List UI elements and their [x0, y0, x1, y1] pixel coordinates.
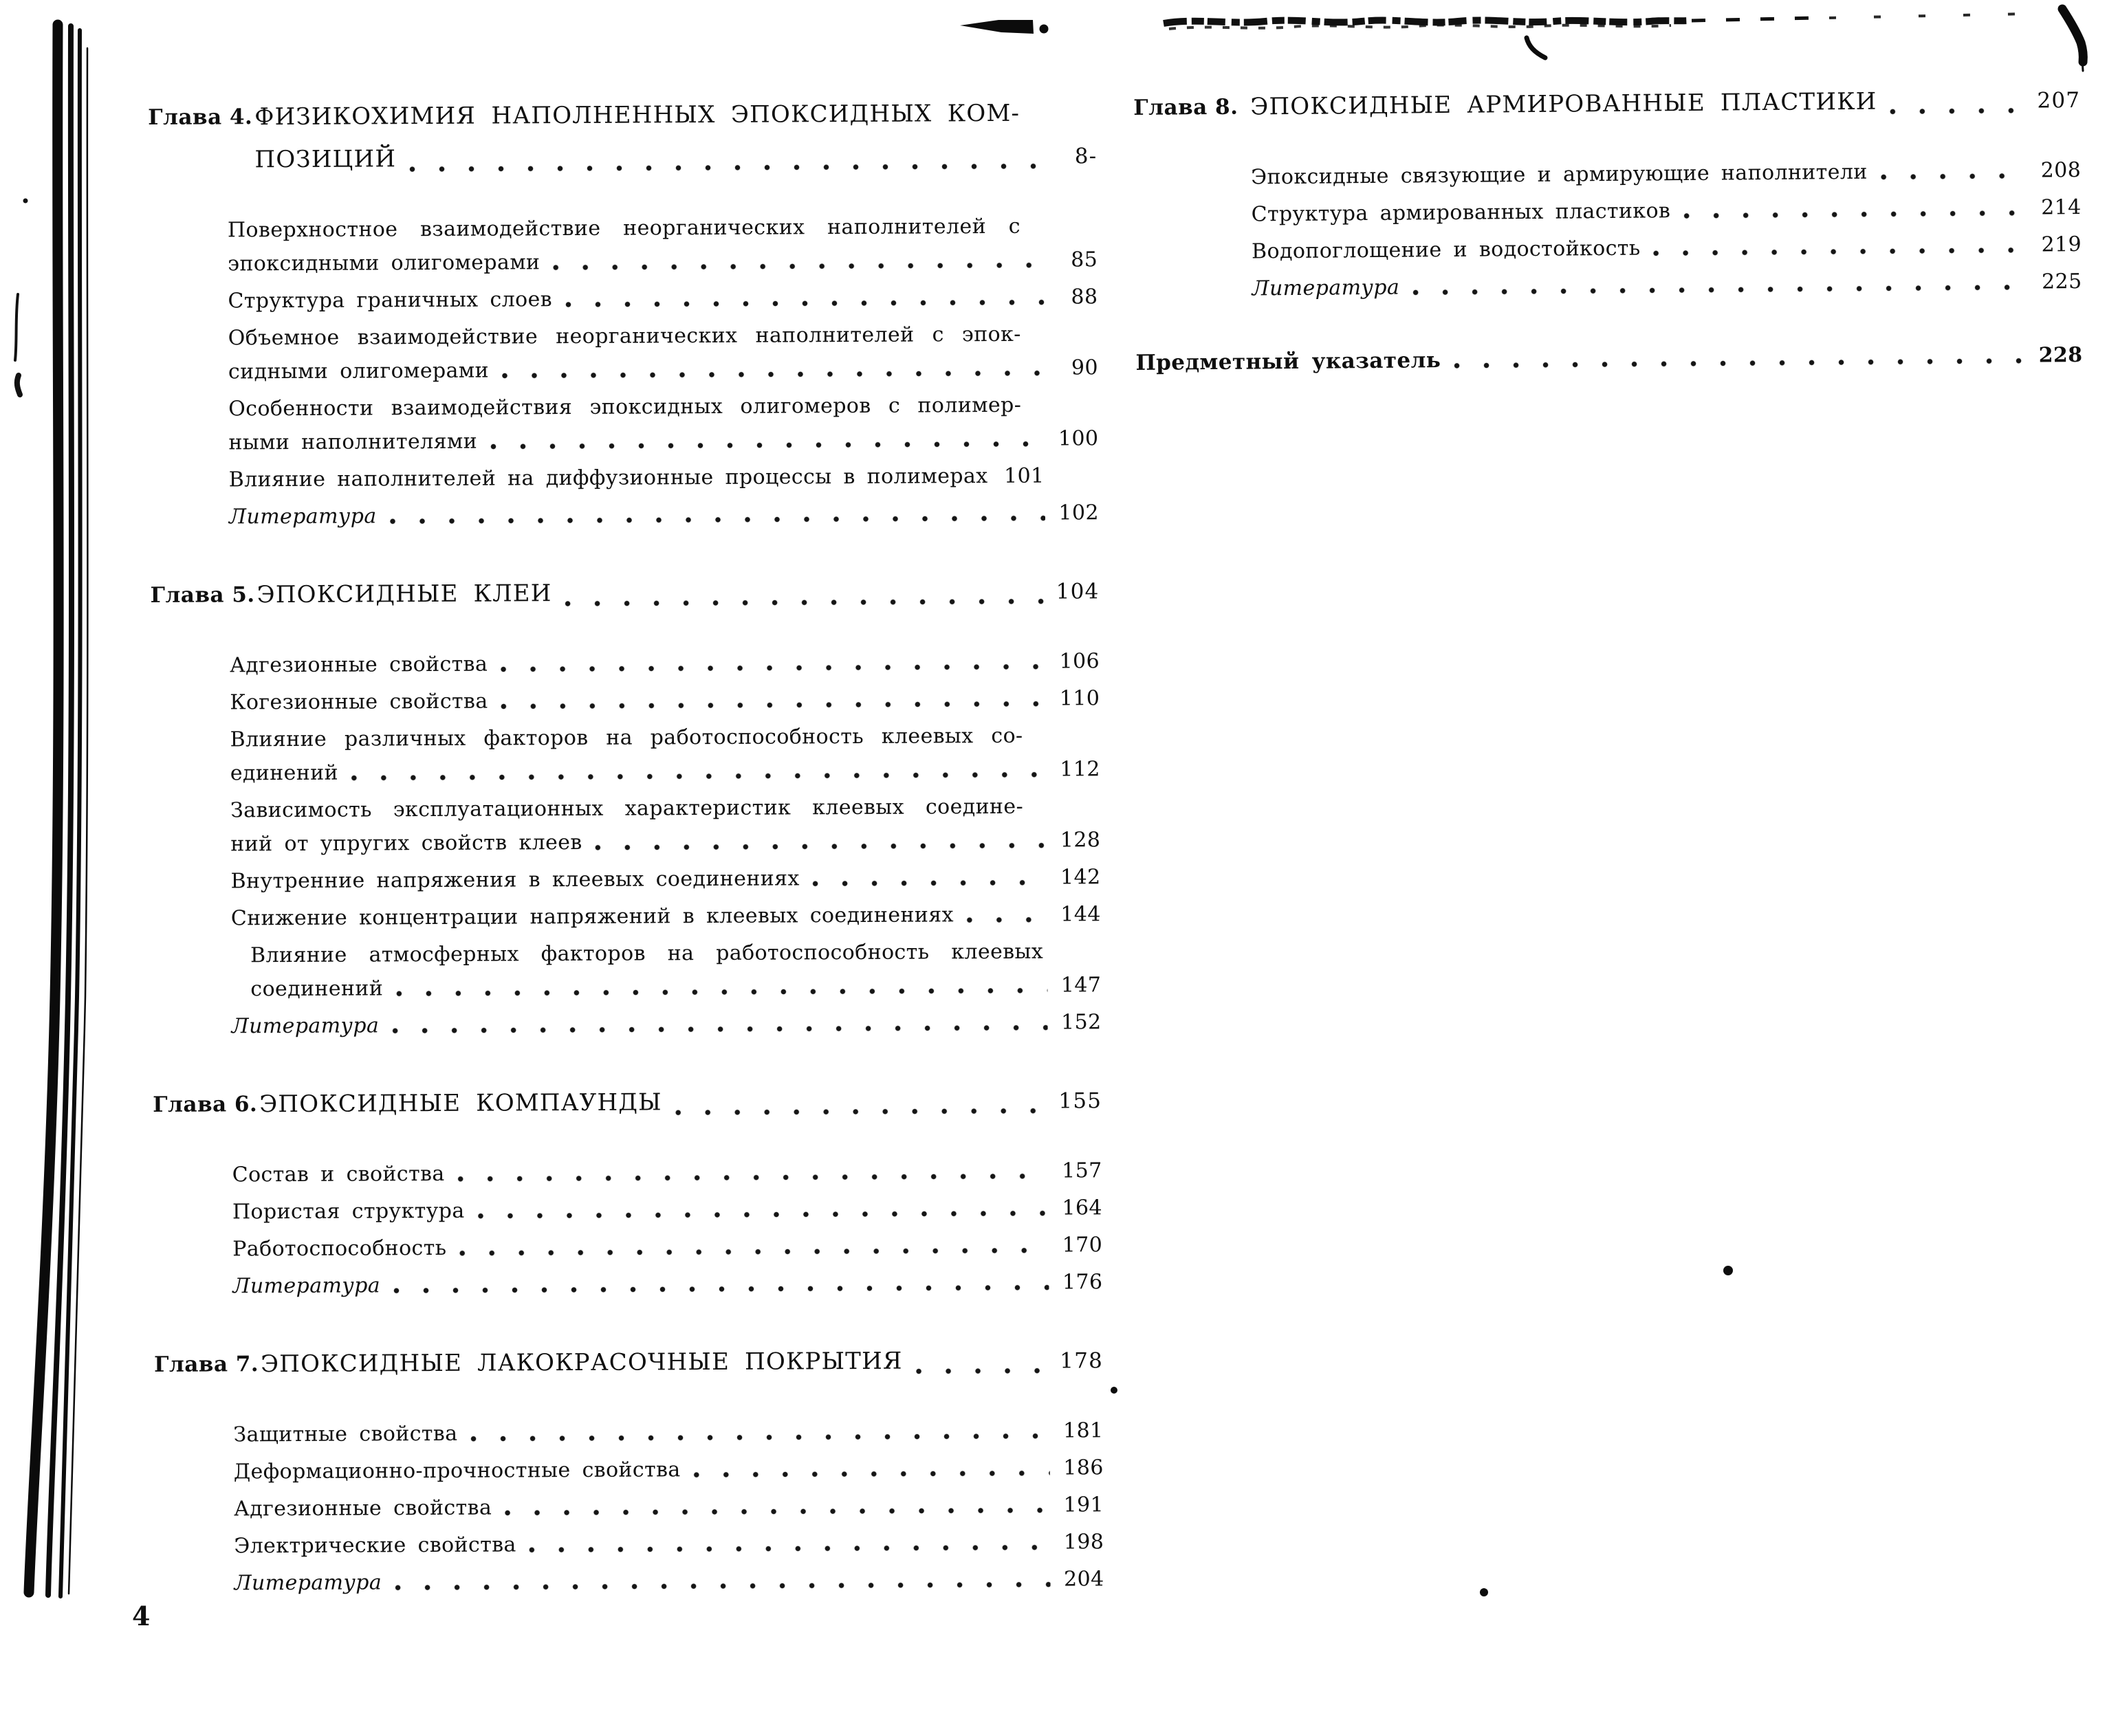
page-number: 207: [2037, 87, 2081, 113]
chapter-title-line: [259, 1079, 1102, 1126]
entry-text: единений: [230, 760, 339, 786]
chapter-label: Глава 5.: [150, 582, 255, 608]
dot-leader: [915, 1367, 1049, 1375]
dot-leader: [812, 879, 1047, 888]
dot-leader: [1683, 210, 2027, 219]
page-number: 85: [1071, 248, 1098, 272]
dot-leader: [389, 515, 1045, 525]
dot-leader: [351, 771, 1047, 782]
entry-last-line: [230, 681, 1100, 719]
toc-entry: [1252, 265, 2082, 306]
toc-section: [154, 1339, 1104, 1601]
entry-text: Водопоглощение и водостойкость: [1251, 236, 1641, 264]
page-number: 198: [1063, 1530, 1104, 1554]
entry-text: Литература: [232, 1273, 381, 1299]
dot-leader: [1880, 173, 2027, 181]
entry-text: Литература: [228, 504, 377, 529]
chapter-title-line: [254, 134, 1097, 182]
entry-text-line: Влияние атмосферных факторов на работоспособность клеевых: [250, 939, 1044, 968]
entry-text-line: Влияние различных факторов на работоспособность клеевых со-: [230, 723, 1023, 752]
chapter-title: [1250, 78, 2081, 129]
page-number: 155: [1058, 1088, 1102, 1114]
entry-text-line: Зависимость эксплуатационных характеристик клеевых соедине-: [230, 794, 1024, 823]
entry-text-line: Объемное взаимодействие неорганических наполнителей с эпок-: [228, 322, 1021, 351]
toc-section: [150, 569, 1101, 1044]
chapter-label: Глава 6.: [153, 1092, 258, 1117]
entry-text: Адгезионные свойства: [229, 652, 488, 678]
chapter-label: Глава 4.: [148, 105, 253, 130]
entry-text: Работоспособность: [232, 1235, 447, 1262]
dot-leader: [408, 163, 1043, 173]
entry-last-line: [1251, 190, 2081, 232]
entry-text: Литература: [234, 1570, 382, 1596]
entry-last-line: [228, 243, 1098, 281]
dot-leader: [1453, 358, 2029, 369]
page-number: 90: [1071, 355, 1099, 380]
dot-leader: [1653, 247, 2029, 257]
chapter-label: Глава 8.: [1133, 94, 1238, 120]
toc-entry: [229, 459, 1099, 496]
entry-text: ными наполнителями: [228, 429, 478, 455]
entry-text: Деформационно-прочностные свойства: [233, 1458, 681, 1484]
entry-text: Состав и свойства: [232, 1161, 445, 1187]
toc-entry: [232, 1154, 1102, 1191]
toc-entry: [1252, 228, 2082, 269]
chapter-title-line: [256, 569, 1099, 617]
entry-last-line: [230, 752, 1100, 790]
toc-entry: [1135, 338, 2082, 380]
entry-last-line: [234, 1562, 1104, 1600]
dot-leader: [391, 1024, 1047, 1035]
entry-last-line: [1135, 338, 2082, 380]
chapter-title-text: ЭПОКСИДНЫЕ КОМПАУНДЫ: [259, 1088, 662, 1119]
entry-last-line: [232, 1228, 1102, 1266]
entry-text: Литература: [1252, 275, 1400, 301]
page-number: 144: [1060, 902, 1101, 927]
chapter-title-text: ЭПОКСИДНЫЕ КЛЕИ: [256, 580, 552, 609]
book-gutter-shadow: [29, 25, 87, 1596]
toc-entry: [230, 644, 1100, 682]
toc-entry: [229, 496, 1099, 534]
toc-entry: [1251, 153, 2081, 195]
toc-entry: [234, 1525, 1104, 1563]
page-number: 170: [1062, 1233, 1103, 1257]
entry-last-line: [1252, 265, 2082, 306]
page-number: 112: [1060, 757, 1100, 782]
chapter-title: [261, 1339, 1103, 1386]
chapter-heading: [150, 569, 1099, 617]
page-number: 104: [1056, 579, 1100, 604]
entry-text: ний от упругих свойств клеев: [230, 830, 582, 857]
dot-leader: [470, 1433, 1049, 1442]
entry-last-line: [232, 1265, 1102, 1303]
dot-leader: [1412, 284, 2028, 296]
entry-text: Снижение концентрации напряжений в клеевых соединениях: [230, 903, 954, 931]
dot-leader: [459, 1247, 1049, 1257]
page-number: 191: [1063, 1493, 1104, 1517]
dot-leader: [393, 1284, 1049, 1295]
dot-leader: [565, 598, 1046, 607]
dot-leader: [500, 663, 1046, 673]
toc-entry: [230, 681, 1100, 719]
entry-text: сидными олигомерами: [228, 358, 490, 384]
toc-entry: [228, 388, 1098, 459]
toc-entry: [232, 1228, 1102, 1266]
entry-text: Когезионные свойства: [230, 689, 488, 715]
toc-entry: [230, 718, 1100, 790]
dot-leader: [595, 842, 1047, 851]
page-number: 147: [1060, 973, 1102, 998]
dot-leader: [565, 299, 1044, 308]
chapter-title-line: [1250, 78, 2081, 129]
entry-last-line: [229, 496, 1099, 534]
dot-leader: [457, 1173, 1049, 1183]
toc-items: [1251, 153, 2082, 306]
entry-last-line: [234, 1525, 1104, 1563]
page-number: 176: [1062, 1270, 1103, 1295]
page-number: 102: [1058, 501, 1100, 525]
entry-last-line: [228, 421, 1098, 459]
dot-leader: [552, 262, 1044, 271]
left-margin-marks: [15, 199, 28, 395]
page-number: 106: [1059, 649, 1100, 674]
dot-leader: [529, 1544, 1051, 1554]
toc-entry: [230, 860, 1100, 898]
entry-text: Защитные свойства: [233, 1421, 458, 1447]
entry-last-line: [1252, 228, 2082, 269]
page-number: 100: [1058, 426, 1099, 451]
toc-entry: [250, 934, 1101, 1006]
chapter-title: [259, 1079, 1102, 1126]
page-number: 88: [1071, 285, 1098, 309]
page-number: 178: [1060, 1348, 1104, 1374]
stray-ink-dots: [1111, 1266, 1733, 1596]
dot-leader: [675, 1108, 1048, 1117]
chapter-title: [256, 569, 1099, 617]
top-right-corner-stroke: [2062, 9, 2083, 71]
toc-entry: [232, 1265, 1102, 1303]
chapter-heading: [148, 91, 1098, 182]
page-number: 225: [2041, 269, 2082, 294]
entry-text: эпоксидными олигомерами: [228, 250, 541, 276]
toc-entry: [1251, 190, 2081, 232]
chapter-title: [254, 91, 1098, 182]
chapter-title-text: ПОЗИЦИЙ: [254, 145, 397, 174]
toc-left-column: [148, 91, 1104, 1640]
toc-section: [1133, 78, 2082, 307]
page-footer-number: 4: [132, 1601, 151, 1631]
page-number: 214: [2040, 195, 2082, 220]
entry-last-line: [231, 1005, 1101, 1043]
toc-entry: [228, 209, 1098, 281]
entry-text: Внутренние напряжения в клеевых соединениях: [230, 866, 800, 894]
entry-text: Адгезионные свойства: [233, 1495, 492, 1521]
toc-entry: [234, 1562, 1104, 1600]
chapter-title-text: ЭПОКСИДНЫЕ АРМИРОВАННЫЕ ПЛАСТИКИ: [1250, 87, 1877, 121]
entry-last-line: [230, 860, 1100, 898]
toc-entry: [231, 897, 1101, 935]
entry-last-line: [233, 1414, 1103, 1451]
entry-last-line: [234, 1488, 1104, 1526]
chapter-heading: [154, 1339, 1103, 1387]
page-number: 181: [1062, 1418, 1104, 1443]
chapter-heading: [1133, 78, 2080, 130]
page-number: 142: [1060, 865, 1101, 890]
dot-leader: [394, 1581, 1050, 1592]
page-number: 8-: [1074, 144, 1098, 169]
entry-last-line: [228, 280, 1098, 318]
entry-last-line: [231, 897, 1101, 935]
toc-entry: [233, 1414, 1103, 1451]
entry-last-line: [229, 459, 1099, 496]
entry-text: Предметный указатель: [1135, 348, 1441, 375]
entry-text: соединений: [250, 976, 384, 1002]
entry-text: Эпоксидные связующие и армирующие наполнители: [1251, 160, 1868, 190]
entry-text: Электрические свойства: [234, 1532, 516, 1559]
toc-entry: [228, 280, 1098, 318]
toc-entry: [234, 1488, 1104, 1526]
toc-entry: [234, 1451, 1104, 1488]
dot-leader: [477, 1210, 1049, 1220]
chapter-title-line: ФИЗИКОХИМИЯ НАПОЛНЕННЫХ ЭПОКСИДНЫХ КОМ-: [254, 99, 1020, 131]
entry-text: Структура армированных пластиков: [1251, 199, 1671, 227]
chapter-label: Глава 7.: [153, 1352, 259, 1377]
dot-leader: [501, 370, 1045, 380]
page-number: 152: [1061, 1010, 1102, 1035]
entry-last-line: [228, 351, 1098, 388]
dot-leader: [395, 987, 1047, 998]
entry-text: Пористая структура: [232, 1198, 465, 1224]
page-number: 208: [2040, 157, 2082, 183]
entry-last-line: [234, 1451, 1104, 1488]
entry-text-line: Поверхностное взаимодействие неорганических наполнителей с: [227, 214, 1021, 243]
dot-leader: [501, 701, 1047, 710]
chapter-title-text: ЭПОКСИДНЫЕ ЛАКОКРАСОЧНЫЕ ПОКРЫТИЯ: [260, 1347, 903, 1378]
dot-leader: [504, 1507, 1050, 1517]
page-number: 204: [1064, 1567, 1104, 1592]
toc-entry: [228, 317, 1098, 388]
chapter-heading: [153, 1079, 1102, 1127]
toc-right-column: [1133, 78, 2083, 384]
page-number: 164: [1062, 1196, 1103, 1220]
page-number: 128: [1060, 828, 1101, 853]
entry-text-line: Особенности взаимодействия эпоксидных олигомеров с полимер-: [228, 393, 1022, 421]
page-number: 101: [1003, 463, 1045, 488]
entry-last-line: [230, 823, 1100, 861]
dot-leader: [1890, 107, 2027, 116]
toc-entry: [231, 1005, 1101, 1043]
entry-last-line: [1251, 153, 2081, 195]
page-number: 110: [1059, 686, 1100, 711]
subject-index-entry: [1135, 338, 2082, 380]
dot-leader: [966, 916, 1047, 924]
dot-leader: [490, 441, 1045, 450]
toc-items: [232, 1154, 1103, 1303]
toc-items: [228, 209, 1099, 534]
page-number: 157: [1062, 1158, 1102, 1183]
entry-text: Влияние наполнителей на диффузионные процессы в полимерах: [228, 464, 988, 492]
page-number: 228: [2038, 342, 2083, 368]
entry-last-line: [230, 644, 1100, 682]
top-edge-tear-marks: [960, 14, 2029, 58]
toc-items: [233, 1414, 1104, 1600]
entry-last-line: [232, 1154, 1102, 1191]
entry-last-line: [250, 968, 1101, 1006]
entry-last-line: [232, 1191, 1102, 1229]
entry-text: Литература: [231, 1013, 380, 1039]
chapter-title-line: [261, 1339, 1103, 1386]
page-number: 219: [2041, 232, 2082, 257]
toc-section: [148, 91, 1099, 534]
toc-section: [153, 1079, 1103, 1304]
entry-text: Структура граничных слоев: [228, 287, 553, 314]
toc-entry: [232, 1191, 1102, 1229]
toc-entry: [230, 789, 1100, 861]
toc-items: [230, 644, 1102, 1043]
dot-leader: [693, 1470, 1050, 1479]
page-number: 186: [1063, 1455, 1104, 1480]
